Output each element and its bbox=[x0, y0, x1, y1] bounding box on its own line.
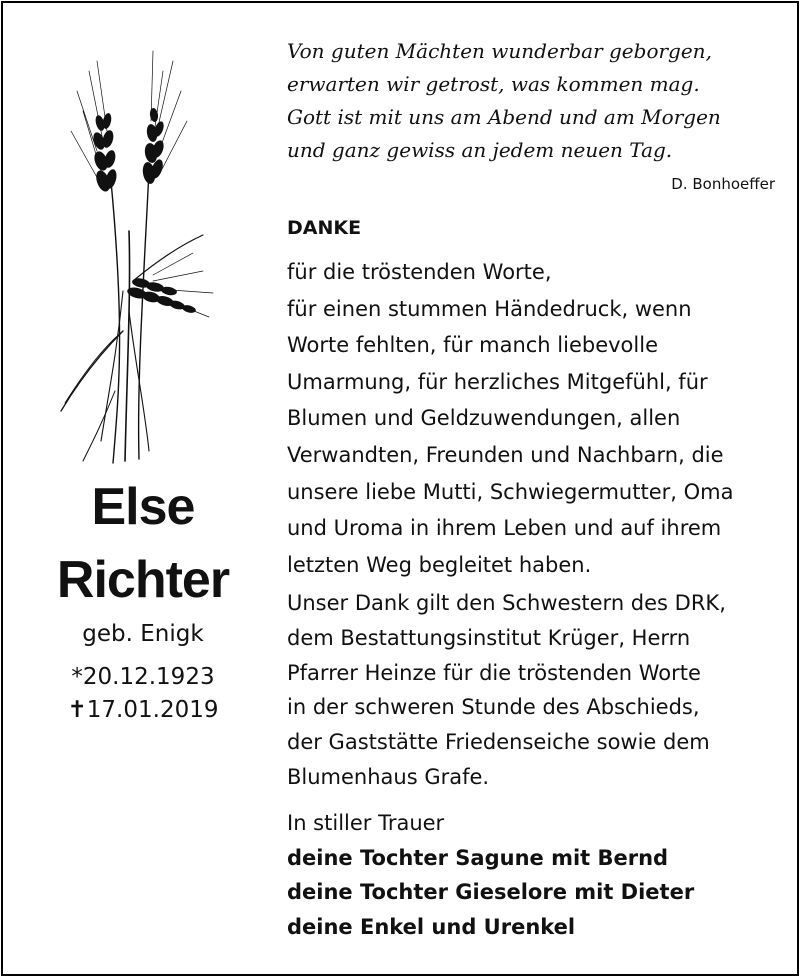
text-line: dem Bestattungsinstitut Krüger, Herrn bbox=[287, 625, 691, 650]
signatory: deine Tochter Gieselore mit Dieter bbox=[287, 880, 695, 904]
deceased-first-name: Else bbox=[91, 478, 195, 536]
text-line: Pfarrer Heinze für die tröstenden Worte bbox=[287, 660, 701, 685]
poem-line: Gott ist mit uns am Abend und am Morgen bbox=[287, 105, 721, 129]
poem-line: erwarten wir getrost, was kommen mag. bbox=[287, 72, 700, 96]
maiden-name: geb. Enigk bbox=[82, 621, 204, 647]
obituary-notice bbox=[1, 1, 799, 976]
text-line: Umarmung, für herzliches Mitgefühl, für bbox=[287, 369, 708, 394]
thanks-paragraph bbox=[287, 254, 787, 583]
mourning-block bbox=[287, 806, 787, 944]
text-line: für die tröstenden Worte, bbox=[287, 260, 552, 284]
text-line: der Gaststätte Friedenseiche sowie dem bbox=[287, 730, 710, 755]
thanks-heading: DANKE bbox=[287, 217, 362, 239]
signatory: deine Tochter Sagune mit Bernd bbox=[287, 845, 669, 870]
text-line: Unser Dank gilt den Schwestern des DRK, bbox=[287, 591, 726, 615]
mourning-intro: In stiller Trauer bbox=[287, 811, 445, 835]
poem-author: D. Bonhoeffer bbox=[671, 175, 775, 193]
text-line: Verwandten, Freunden und Nachbarn, die bbox=[287, 442, 724, 467]
poem bbox=[287, 35, 787, 167]
text-line: für einen stummen Händedruck, wenn bbox=[287, 296, 692, 321]
poem-line: und ganz gewiss an jedem neuen Tag. bbox=[287, 138, 673, 162]
poem-line: Von guten Mächten wunderbar geborgen, bbox=[287, 39, 712, 63]
wheat-ears-icon bbox=[53, 31, 223, 471]
text-line: unsere liebe Mutti, Schwiegermutter, Oma bbox=[287, 479, 734, 504]
signatory: deine Enkel und Urenkel bbox=[287, 914, 576, 939]
text-line: in der schweren Stunde des Abschieds, bbox=[287, 695, 700, 720]
death-date: ✝17.01.2019 bbox=[67, 697, 219, 723]
text-line: Worte fehlten, für manch liebevolle bbox=[287, 333, 658, 358]
text-line: Blumen und Geldzuwendungen, allen bbox=[287, 406, 681, 431]
text-line: und Uroma in ihrem Leben und auf ihrem bbox=[287, 516, 722, 541]
text-line: letzten Weg begleitet haben. bbox=[287, 552, 592, 577]
dank-paragraph bbox=[287, 586, 787, 795]
deceased-last-name: Richter bbox=[56, 551, 230, 609]
text-line: Blumenhaus Grafe. bbox=[287, 764, 490, 789]
birth-date: *20.12.1923 bbox=[71, 664, 215, 690]
